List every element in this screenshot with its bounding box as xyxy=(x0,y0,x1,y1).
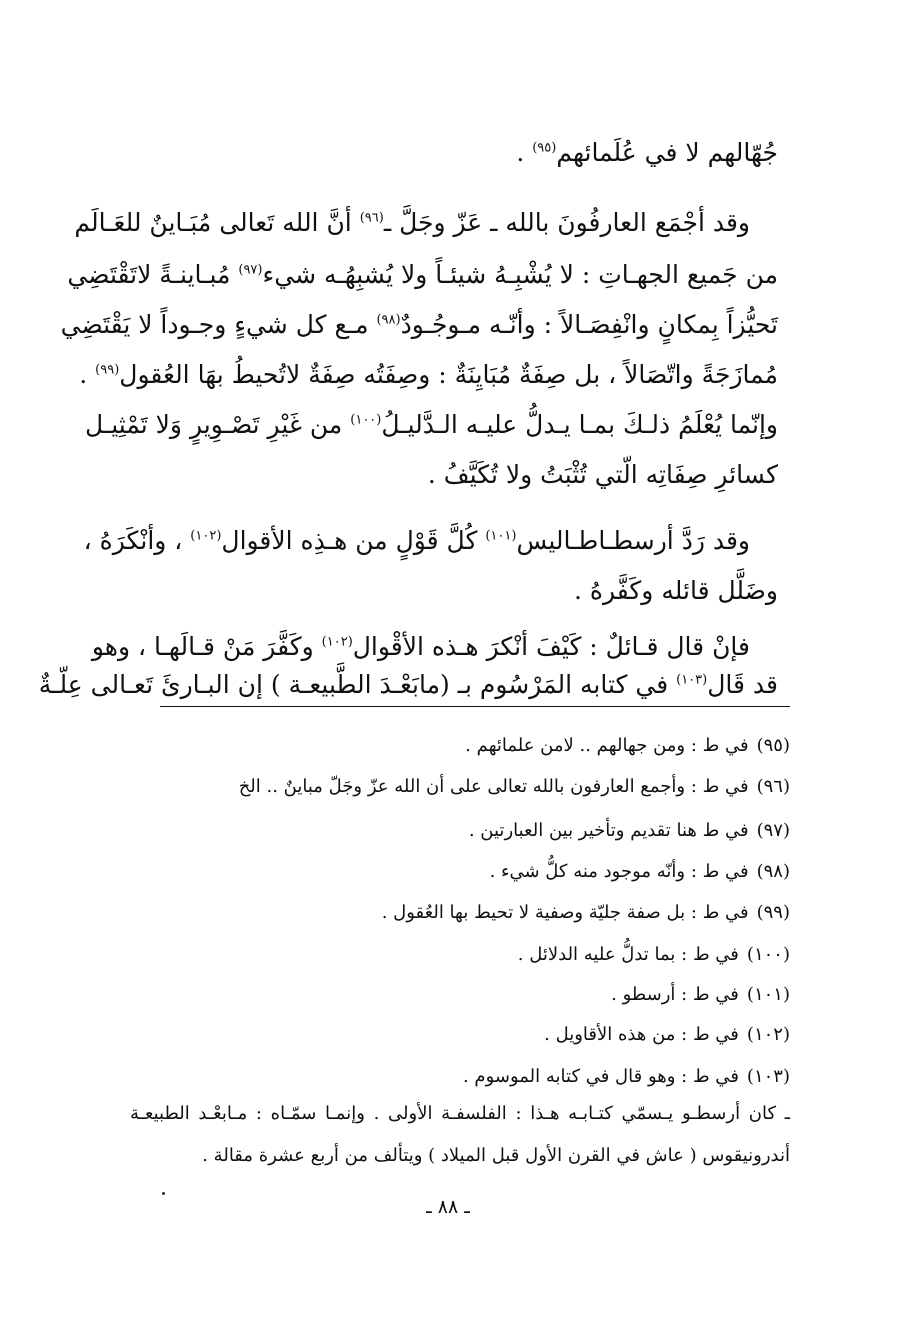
footnote-ref[interactable]: (٩٥) xyxy=(532,140,557,156)
paragraph-1-line-2: من جَميع الجهـاتِ : لا يُشْبِـهُ شيئـاً ولا يُشبِهُـه شيء$^{(٩٧)}$ مُبـاينـةً لاتَقْتَضِي xyxy=(67,260,778,289)
footnote-102: (١٠٢)في ط : من هذه الأقاويل . xyxy=(544,1024,790,1045)
page-number: ـ ٨٨ ـ xyxy=(426,1196,470,1218)
footnote-ref[interactable]: (٩٧) xyxy=(238,262,263,278)
footnote-ref[interactable]: (١٠٢) xyxy=(190,528,222,544)
footnote-ref[interactable]: (١٠٢) xyxy=(321,634,353,650)
paragraph-1-line-1: وقد أجْمَع العارفُونَ بالله ـ عَزّ وجَلَّ ـ$^{(٩٦)}$ أنَّ الله تَعالى مُبَـاينٌ للعَـالَم xyxy=(74,208,750,237)
footnote-97: (٩٧)في ط هنا تقديم وتأخير بين العبارتين . xyxy=(468,820,790,841)
footnote-ref[interactable]: (٩٩) xyxy=(95,362,120,378)
explanatory-note-line-2: أندرونيقوس ( عاش في القرن الأول قبل الميلاد ) ويتألف من أربع عشرة مقالة . xyxy=(202,1145,790,1166)
footnote-99: (٩٩)في ط : بل صفة جليّة وصفية لا تحيط بها العُقول . xyxy=(381,902,790,923)
ink-speck xyxy=(162,1192,165,1195)
footnote-ref[interactable]: (٩٦) xyxy=(359,210,384,226)
paragraph-3-line-2: قد قَال$^{(١٠٣)}$ في كتابه المَرْسُوم بـ (مابَعْـدَ الطَّبيعـة ) إن البـارئَ تَعـالى عِلّـةٌ xyxy=(38,670,778,699)
footnote-100: (١٠٠)في ط : بما تدلُّ عليه الدلائل . xyxy=(517,944,790,965)
paragraph-1-line-5: وإنّما يُعْلَمُ ذلـكَ بمـا يـدلُّ عليـه الـدَّليـلُ$^{(١٠٠)}$ من غَيْرِ تَصْـوِيرٍ وَلا تَمْثِيـل xyxy=(84,410,778,439)
continuation-line: جُهّالهم لا في عُلَمائهم$^{(٩٥)}$ . xyxy=(516,138,778,167)
footnote-103: (١٠٣)في ط : وهو قال في كتابه الموسوم . xyxy=(462,1066,790,1087)
paragraph-1-line-4: مُمازَجَةً واتّصَالاً ، بل صِفَةٌ مُبَايِنَةٌ : وصِفَتُه صِفَةٌ لاتُحيطُ بهَا العُقول$^{(٩٩)}$ . xyxy=(79,360,778,389)
footnote-101: (١٠١)في ط : أرسطو . xyxy=(611,984,790,1005)
paragraph-3-line-1: فإنْ قال قـائلٌ : كَيْفَ أنْكرَ هـذه الأقْوال$^{(١٠٢)}$ وكَفَّرَ مَنْ قـالَهـا ، وهو xyxy=(91,632,750,661)
footnote-ref[interactable]: (٩٨) xyxy=(376,312,401,328)
paragraph-1-line-3: تَحيُّزاً بِمكانٍ وانْفِصَـالاً : وأنّـه مـوجُـودٌ$^{(٩٨)}$ مـع كل شيءٍ وجـوداً لا يَقْتَضِي xyxy=(60,310,778,339)
paragraph-1-line-6: كسائرِ صِفَاتِه الّتي تُثْبَتُ ولا تُكَيَّفُ . xyxy=(427,460,778,489)
footnote-ref[interactable]: (١٠٠) xyxy=(350,412,382,428)
footnotes xyxy=(38,0,790,1200)
footnote-96: (٩٦)في ط : وأجمع العارفون بالله تعالى على أن الله عزّ وجَلّ مباينٌ .. الخ xyxy=(238,776,790,797)
footnote-ref[interactable]: (١٠٣) xyxy=(676,672,708,688)
footnote-98: (٩٨)في ط : وأنّه موجود منه كلُّ شيء . xyxy=(489,861,790,882)
footnote-ref[interactable]: (١٠١) xyxy=(485,528,517,544)
footnote-95: (٩٥)في ط : ومن جهالهم .. لامن علمائهم . xyxy=(465,735,790,756)
paragraph-2-line-1: وقد رَدَّ أرسطـاطـاليس$^{(١٠١)}$ كُلَّ قَوْلٍ من هـذِه الأقوال$^{(١٠٢)}$ ، وأنْكَرَهُ ، xyxy=(83,526,750,555)
explanatory-note-line-1: ـ كان أرسطـو يـسمّي كتـابـه هـذا : الفلسفـة الأولى . وإنمـا سمّـاه : مـابعْـد الطبيعـة xyxy=(130,1103,790,1124)
paragraph-2-line-2: وضَلَّل قائله وكَفَّرهُ . xyxy=(573,576,778,605)
